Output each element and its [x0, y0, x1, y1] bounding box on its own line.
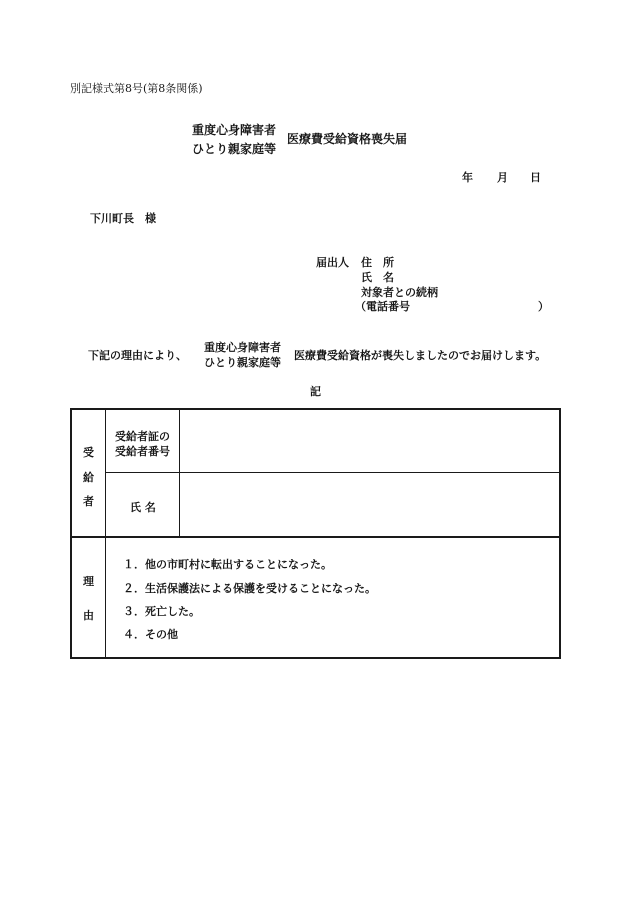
cert-label-line1: 受給者証の	[115, 430, 170, 443]
title-stacked-line1: 重度心身障害者	[192, 123, 277, 137]
statement-suffix: 医療費受給資格が喪失しましたのでお届けします。	[294, 349, 547, 362]
reason-char-1: 理	[83, 575, 94, 588]
relation-label: 対象者との続柄	[361, 286, 438, 299]
cert-number-field[interactable]	[180, 410, 559, 472]
cert-label-line2: 受給者番号	[115, 445, 170, 458]
reason-option-1[interactable]: １．他の市町村に転出することになった。	[123, 558, 332, 571]
statement-prefix: 下記の理由により、	[88, 349, 187, 362]
reason-char-2: 由	[83, 609, 94, 622]
recipient-char-2: 給	[83, 471, 94, 484]
applicant-label: 届出人	[316, 256, 349, 269]
form-reference: 別記様式第8号(第8条関係)	[70, 82, 203, 95]
recipient-table	[70, 408, 561, 659]
date-day: 日	[530, 171, 541, 184]
form-title: 医療費受給資格喪失届	[287, 132, 408, 146]
addressee: 下川町長 様	[90, 212, 156, 225]
name-cell-label: 氏 名	[130, 501, 156, 514]
phone-close-paren: ）	[538, 300, 549, 313]
phone-label: （電話番号	[355, 300, 410, 313]
statement-stacked-line2: ひとり親家庭等	[204, 356, 281, 369]
reason-option-3[interactable]: ３．死亡した。	[123, 605, 200, 618]
recipient-name-field[interactable]	[180, 473, 559, 536]
left-column-divider	[105, 410, 106, 657]
recipient-char-3: 者	[83, 495, 94, 508]
name-label: 氏 名	[361, 271, 394, 284]
recipient-char-1: 受	[83, 446, 94, 459]
section-divider	[72, 536, 559, 538]
reason-option-2[interactable]: ２．生活保護法による保護を受けることになった。	[123, 582, 376, 595]
date-year: 年	[462, 171, 473, 184]
ki-marker: 記	[310, 385, 321, 398]
date-month: 月	[497, 171, 508, 184]
reason-option-4[interactable]: ４．その他	[123, 628, 178, 641]
title-stacked-line2: ひとり親家庭等	[192, 142, 277, 156]
statement-stacked-line1: 重度心身障害者	[204, 341, 281, 354]
address-label: 住 所	[361, 256, 394, 269]
